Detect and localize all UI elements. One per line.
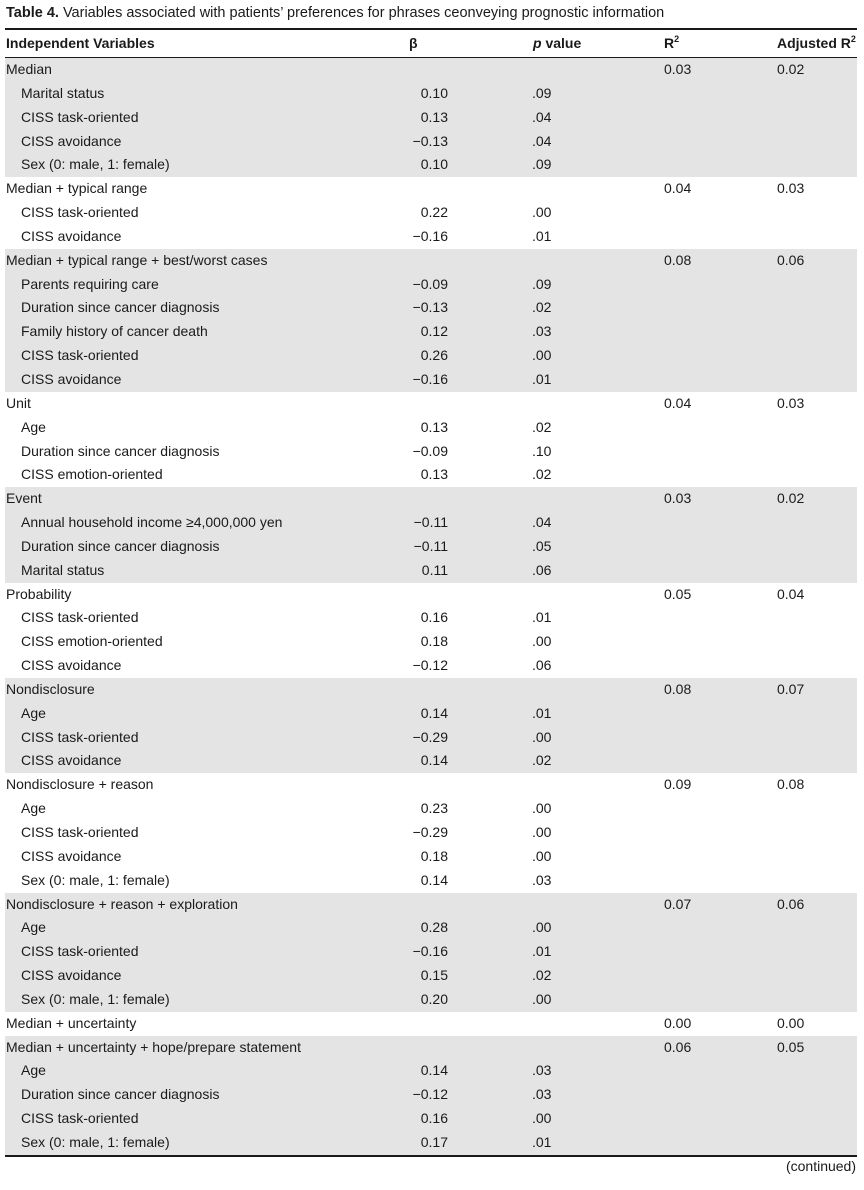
table-row [5,296,857,320]
beta-value: −0.16 [412,370,448,387]
table-row [5,940,857,964]
p-value: .03 [532,871,552,888]
header-r2-superscript: 2 [674,34,680,44]
p-value: .04 [532,514,552,531]
table-row [5,463,857,487]
variable-name: Age [21,919,46,936]
p-value: .06 [532,657,552,674]
group-model-name: Median [6,61,52,77]
group-r2-value: 0.08 [664,251,692,268]
table-row [5,964,857,988]
beta-value: 0.12 [420,323,448,340]
table-group [5,893,857,1012]
group-adjusted-r2-value: 0.03 [777,394,805,411]
p-value: .04 [532,132,552,149]
table-group [5,1036,857,1155]
group-model-name: Probability [6,585,72,602]
variable-name: CISS task-oriented [21,108,139,125]
group-adjusted-r2-value: 0.05 [777,1038,805,1055]
group-model-name: Median + typical range + best/worst cases [6,251,268,268]
beta-value: −0.12 [412,1086,448,1103]
beta-value: 0.10 [420,156,448,173]
table-group-row [5,177,857,201]
variable-name: Duration since cancer diagnosis [21,442,220,459]
beta-value: 0.13 [420,466,448,483]
beta-value: −0.16 [412,227,448,244]
table-group-row [5,249,857,273]
table-group [5,678,857,773]
variable-name: CISS avoidance [21,370,122,387]
group-model-name: Median + uncertainty [6,1014,137,1031]
p-value: .09 [532,156,552,173]
variable-name: Sex (0: male, 1: female) [21,871,170,888]
p-value: .02 [532,752,552,769]
beta-value: 0.20 [420,990,448,1007]
table-row [5,559,857,583]
header-beta: β [409,35,418,51]
beta-value: −0.12 [412,657,448,674]
beta-value: 0.11 [421,561,448,578]
table-group-row [5,1012,857,1036]
table-group [5,773,857,892]
group-model-name: Nondisclosure + reason + exploration [6,895,238,912]
beta-value: −0.29 [412,728,448,745]
group-model-name: Median + uncertainty + hope/prepare statement [6,1038,301,1055]
p-value: .00 [532,347,552,364]
beta-value: 0.17 [420,1133,448,1150]
variable-name: Marital status [21,84,105,101]
group-model-name: Nondisclosure + reason [6,776,154,793]
p-value: .06 [532,561,552,578]
beta-value: 0.22 [420,204,448,221]
beta-value: 0.18 [420,633,448,650]
beta-value: −0.13 [412,299,448,316]
beta-value: 0.14 [420,1062,448,1079]
table-group [5,392,857,487]
table-row [5,1107,857,1131]
group-r2-value: 0.03 [664,490,692,507]
header-p-rest: value [541,35,582,51]
beta-value: 0.14 [420,871,448,888]
beta-value: 0.16 [420,1110,448,1127]
table-row [5,1059,857,1083]
table-row [5,1083,857,1107]
table-row [5,1131,857,1155]
continued-note: (continued) [785,1158,856,1174]
p-value: .03 [532,1086,552,1103]
table-body [5,58,857,1155]
group-adjusted-r2-value: 0.06 [777,895,805,912]
table-row [5,225,857,249]
p-value: .00 [532,204,552,221]
variable-name: CISS avoidance [21,132,122,149]
variable-name: Age [21,1062,46,1079]
regression-table [5,28,857,1157]
beta-value: −0.09 [412,275,448,292]
table-row [5,344,857,368]
group-adjusted-r2-value: 0.08 [777,776,805,793]
table-row [5,106,857,130]
variable-name: Age [21,704,46,721]
header-adjusted-r2 [777,30,856,57]
beta-value: 0.14 [420,752,448,769]
header-r2-label: R [664,35,675,51]
p-value: .00 [532,990,552,1007]
variable-name: CISS avoidance [21,657,122,674]
beta-value: 0.13 [420,418,448,435]
table-group [5,1012,857,1036]
table-group [5,58,857,177]
p-value: .01 [532,704,552,721]
header-adjusted-r2-label: Adjusted R [777,35,851,51]
p-value: .05 [532,537,552,554]
beta-value: 0.18 [420,847,448,864]
variable-name: CISS task-oriented [21,943,139,960]
table-row [5,320,857,344]
beta-value: 0.28 [420,919,448,936]
beta-value: 0.26 [420,347,448,364]
header-independent-variables: Independent Variables [6,35,155,51]
table-row [5,273,857,297]
table-row [5,368,857,392]
beta-value: 0.14 [420,704,448,721]
table-caption-label: Table 4. [6,5,59,21]
group-r2-value: 0.07 [664,895,692,912]
variable-name: Sex (0: male, 1: female) [21,990,170,1007]
group-model-name: Median + typical range [6,180,148,197]
variable-name: Annual household income ≥4,000,000 yen [21,514,283,531]
header-p-italic: p [533,35,542,51]
group-adjusted-r2-value: 0.03 [777,180,805,197]
group-adjusted-r2-value: 0.02 [777,490,805,507]
group-r2-value: 0.05 [664,585,692,602]
group-r2-value: 0.06 [664,1038,692,1055]
p-value: .01 [532,370,552,387]
variable-name: CISS avoidance [21,847,122,864]
table-caption [6,3,858,23]
variable-name: Duration since cancer diagnosis [21,1086,220,1103]
group-r2-value: 0.09 [664,776,692,793]
table-group-row [5,773,857,797]
variable-name: CISS avoidance [21,967,122,984]
table-group-row [5,893,857,917]
table-group [5,487,857,582]
group-r2-value: 0.08 [664,680,692,697]
group-r2-value: 0.00 [664,1014,692,1031]
table-row [5,726,857,750]
group-model-name: Nondisclosure [6,680,95,697]
group-adjusted-r2-value: 0.07 [777,680,805,697]
table-row [5,416,857,440]
variable-name: Sex (0: male, 1: female) [21,156,170,173]
group-adjusted-r2-value: 0.00 [777,1014,805,1031]
beta-value: 0.16 [420,609,448,626]
p-value: .01 [532,1133,552,1150]
table-row [5,869,857,893]
beta-value: −0.11 [413,537,448,554]
variable-name: CISS task-oriented [21,609,139,626]
table-group-row [5,58,857,82]
beta-value: −0.13 [412,132,448,149]
table-row [5,630,857,654]
p-value: .00 [532,824,552,840]
beta-value: −0.09 [412,442,448,459]
variable-name: CISS emotion-oriented [21,633,163,650]
p-value: .00 [532,800,552,817]
p-value: .00 [532,633,552,650]
p-value: .00 [532,847,552,864]
p-value: .09 [532,275,552,292]
p-value: .03 [532,1062,552,1079]
group-adjusted-r2-value: 0.04 [777,585,805,602]
table-row [5,130,857,154]
p-value: .04 [532,108,552,125]
p-value: .01 [532,227,552,244]
p-value: .00 [532,1110,552,1127]
table-row [5,845,857,869]
p-value: .10 [532,442,552,459]
variable-name: CISS avoidance [21,227,122,244]
table-group-row [5,583,857,607]
table-row [5,654,857,678]
variable-name: CISS task-oriented [21,728,139,745]
table-row [5,82,857,106]
beta-value: 0.13 [420,108,448,125]
p-value: .09 [532,84,552,101]
variable-name: Duration since cancer diagnosis [21,299,220,316]
variable-name: Duration since cancer diagnosis [21,537,220,554]
p-value: .02 [532,299,552,316]
table-group [5,249,857,392]
header-r2 [664,30,679,57]
table-header-row [5,30,857,58]
table-row [5,440,857,464]
variable-name: CISS task-oriented [21,204,139,221]
variable-name: Family history of cancer death [21,323,208,340]
p-value: .02 [532,967,552,984]
variable-name: Marital status [21,561,105,578]
group-r2-value: 0.04 [664,180,692,197]
table-group-row [5,1036,857,1060]
header-p-value [533,30,581,57]
variable-name: Sex (0: male, 1: female) [21,1133,170,1150]
table-row [5,606,857,630]
table-group [5,583,857,678]
beta-value: 0.10 [420,84,448,101]
variable-name: CISS emotion-oriented [21,466,163,483]
p-value: .03 [532,323,552,340]
variable-name: CISS task-oriented [21,824,139,840]
p-value: .01 [532,943,552,960]
table-caption-text: Variables associated with patients’ preferences for phrases ceonveying prognostic information [58,5,665,21]
table-row [5,535,857,559]
table-row [5,201,857,225]
table-row [5,153,857,177]
p-value: .02 [532,418,552,435]
group-r2-value: 0.04 [664,394,692,411]
variable-name: Age [21,800,46,817]
group-adjusted-r2-value: 0.06 [777,251,805,268]
variable-name: Parents requiring care [21,275,159,292]
beta-value: −0.11 [413,514,448,531]
table-row [5,916,857,940]
table-row [5,511,857,535]
variable-name: CISS task-oriented [21,347,139,364]
p-value: .00 [532,728,552,745]
p-value: .00 [532,919,552,936]
table-group-row [5,392,857,416]
table-row [5,797,857,821]
beta-value: −0.29 [412,824,448,840]
table-row [5,702,857,726]
group-model-name: Event [6,490,42,507]
beta-value: 0.23 [420,800,448,817]
group-r2-value: 0.03 [664,61,692,77]
table-group [5,177,857,249]
group-model-name: Unit [6,394,31,411]
variable-name: Age [21,418,46,435]
table-row [5,821,857,845]
table-row [5,988,857,1012]
header-adjusted-r2-superscript: 2 [850,34,856,44]
p-value: .01 [532,609,552,626]
p-value: .02 [532,466,552,483]
beta-value: 0.15 [420,967,448,984]
table-group-row [5,678,857,702]
table-row [5,749,857,773]
beta-value: −0.16 [412,943,448,960]
variable-name: CISS task-oriented [21,1110,139,1127]
group-adjusted-r2-value: 0.02 [777,61,805,77]
variable-name: CISS avoidance [21,752,122,769]
table-group-row [5,487,857,511]
